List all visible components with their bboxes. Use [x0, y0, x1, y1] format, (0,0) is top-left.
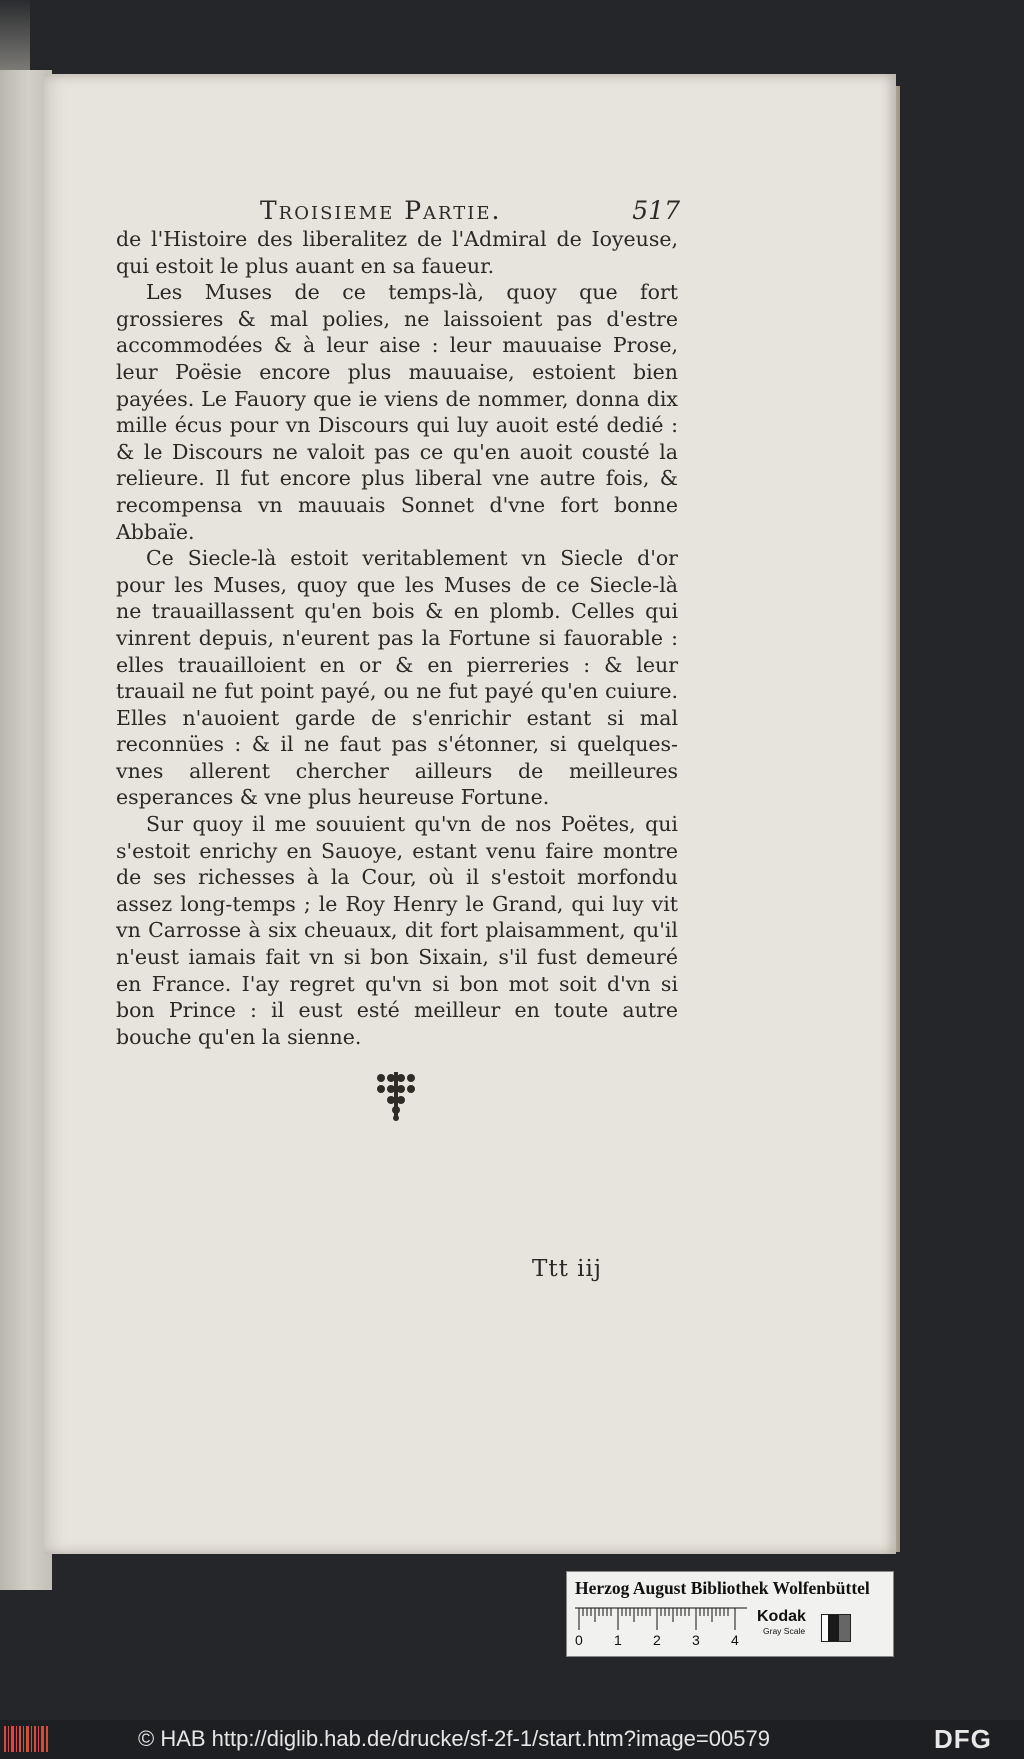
binding-shadow — [0, 0, 30, 70]
kodak-brand: Kodak — [757, 1608, 806, 1625]
copyright-url[interactable]: © HAB http://diglib.hab.de/drucke/sf-2f-1/start.htm?image=00579 — [138, 1726, 770, 1751]
kodak-subtitle: Gray Scale — [763, 1626, 806, 1636]
paragraph: Sur quoy il me souuient qu'vn de nos Poëtes, qui s'estoit enrichy en Sauoye, estant venu faire montre de ses richesses à la Cour, où il s'estoit morfondu assez long-temps ; le Roy Henry le Grand, qui luy vit vn Carrosse à six cheuaux, dit fort plaisamment, qu'il n'eust iamais fait vn si bon Sixain, s'il fust demeuré en France. I'ay regret qu'vn si bon mot soit d'vn si bon Prince : il eust esté meilleur en toute autre bouche qu'en la sienne. — [116, 812, 678, 1049]
barcode-icon — [4, 1726, 48, 1752]
library-name: Herzog August Bibliothek Wolfenbüttel — [575, 1578, 870, 1598]
kodak-label — [757, 1608, 806, 1636]
paragraph: de l'Histoire des liberalitez de l'Admiral de Ioyeuse, qui estoit le plus auant en sa faueur. — [116, 227, 678, 278]
paragraph: Les Muses de ce temps-là, quoy que fort grossieres & mal polies, ne laissoient pas d'estre accommodées & à leur aise : leur mauuaise Prose, leur Poësie encore plus mauuaise, estoient bien payées. Le Fauory que ie viens de nommer, donna dix mille écus pour vn Discours qui luy auoit esté dedié : & le Discours ne valoit pas ce qu'en auoit cousté la relieure. Il fut encore plus liberal vne autre fois, & recompensa vn mauuais Sonnet d'vne fort bonne Abbaïe. — [116, 280, 678, 544]
ruler-number: 0 — [575, 1632, 583, 1648]
ruler-number: 4 — [731, 1632, 739, 1648]
dfg-logo: DFG — [934, 1724, 992, 1754]
fleuron-ornament-icon — [372, 1072, 420, 1122]
page-number: 517 — [632, 196, 680, 225]
ruler-number: 1 — [614, 1632, 622, 1648]
grayscale-swatch — [821, 1614, 851, 1642]
library-color-card — [566, 1571, 894, 1657]
body-text — [116, 226, 678, 1050]
paragraph: Ce Siecle-là estoit veritablement vn Siecle d'or pour les Muses, quoy que les Muses de ce Siecle-là ne trauaillassent qu'en bois & en plomb. Celles qui vinrent depuis, n'eurent pas la Fortune si fauorable : elles trauailloient en or & en pierreries : & leur trauail ne fut point payé, ou ne fut payé qu'en cuiure. Elles n'auoient garde de s'enrichir estant si mal reconnües : & il ne faut pas s'étonner, si quelques-vnes allerent chercher ailleurs de meilleures esperances & vne plus heureuse Fortune. — [116, 546, 678, 810]
ruler-number: 2 — [653, 1632, 661, 1648]
ruler-number: 3 — [692, 1632, 700, 1648]
signature-mark: Ttt iij — [532, 1256, 602, 1282]
running-title: Troisieme Partie. — [260, 196, 502, 225]
footer-bar — [0, 1720, 1024, 1759]
ruler-numbers — [573, 1632, 753, 1652]
